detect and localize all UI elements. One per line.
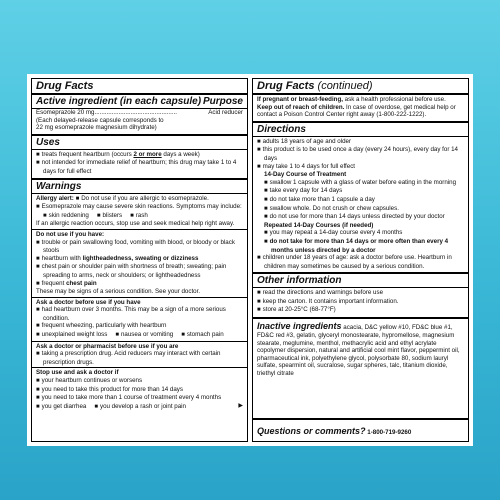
do-not-use-note: These may be signs of a serious condition. See your doctor. (36, 288, 201, 296)
ask-doctor-5: ■ stomach pain (181, 331, 223, 338)
stop-use-heading: Stop use and ask a doctor if (36, 369, 119, 377)
active-ingredient-heading-row (36, 96, 243, 108)
questions-row (257, 421, 464, 439)
other-info-heading: Other information (253, 275, 468, 288)
active-ingredient-heading: Active ingredient (in each capsule) (36, 96, 202, 107)
ask-doctor-1: ■ had heartburn over 3 months. This may be a sign of a more serious condition. (36, 306, 243, 322)
directions-1: ■ adults 18 years of age and older (257, 138, 464, 147)
do-not-use-1: ■ trouble or pain swallowing food, vomiting with blood, or bloody or black stools (36, 239, 243, 255)
allergy-alert-1: ■ Do not use if you are allergic to esomeprazole. (76, 195, 209, 202)
do-not-use-2 (36, 255, 243, 264)
course-3: ■ do not take more than 1 capsule a day (257, 196, 464, 205)
course-2: ■ take every day for 14 days (257, 187, 464, 196)
other-info-1: ■ read the directions and warnings before use (257, 289, 464, 298)
symptom-skin-reddening: ■ skin reddening (43, 212, 89, 219)
course-heading: 14-Day Course of Treatment (264, 171, 347, 179)
allergy-alert-label: Allergy alert: (36, 194, 74, 202)
directions-4: ■ children under 18 years of age: ask a doctor before use. Heartburn in children may sometimes be caused by a serious condition. (257, 254, 464, 270)
questions-heading: Questions or comments? (257, 426, 366, 436)
repeat-1: ■ you may repeat a 14-day course every 4 months (257, 229, 464, 238)
ask-doctor-block (32, 297, 247, 340)
questions-phone: 1-800-719-9260 (365, 429, 412, 436)
repeat-2: ■ do not take for more than 14 days or more often than every 4 months unless directed by a doctor (257, 238, 464, 254)
pregnancy-label: If pregnant or breast-feeding, (257, 96, 343, 103)
purpose-heading: Purpose (202, 96, 243, 107)
active-ingredient-row (32, 108, 247, 117)
ask-pharmacist-1: ■ taking a prescription drug. Acid reducers may interact with certain prescription drugs. (36, 350, 243, 366)
stop-use-row (36, 403, 243, 412)
stop-use-3: ■ you need to take more than 1 course of treatment every 4 months (36, 394, 243, 403)
inactive-ingredients-heading: Inactive ingredients (257, 321, 342, 332)
questions-section (253, 418, 468, 441)
drug-facts-title-right: Drug Facts (257, 80, 315, 92)
stop-use-2: ■ you need to take this product for more than 14 days (36, 386, 243, 395)
other-info-section (253, 272, 468, 317)
drug-facts-continued-label: (continued) (314, 80, 373, 92)
active-ingredient-note-2: 22 mg esomeprazole magnesium dihydrate) (36, 124, 157, 132)
ask-pharmacist-block (32, 341, 247, 367)
directions-2: ■ this product is to be used once a day (every 24 hours), every day for 14 days (257, 146, 464, 162)
ask-doctor-heading: Ask a doctor before use if you have (36, 298, 141, 306)
uses-item-1 (36, 151, 243, 160)
uses-section (32, 134, 247, 178)
active-ingredient-purpose: Acid reducer (208, 109, 243, 116)
drug-facts-continued-title (253, 80, 468, 95)
do-not-use-block (32, 229, 247, 296)
drug-facts-title: Drug Facts (32, 80, 247, 95)
stop-use-1: ■ your heartburn continues or worsens (36, 377, 243, 386)
do-not-use-3: ■ chest pain or shoulder pain with shortness of breath; sweating; pain spreading to arms, neck or shoulders; or lightheadedness (36, 263, 243, 279)
active-ingredient-name: Esomeprazole 20 mg (36, 109, 95, 116)
directions-section (253, 121, 468, 273)
allergy-symptoms (36, 212, 243, 221)
drug-facts-right-column (252, 78, 469, 442)
warnings-heading: Warnings (32, 181, 247, 194)
allergy-alert (36, 195, 243, 204)
uses-item-1-c: days a week) (161, 150, 200, 158)
ask-doctor-2: ■ frequent wheezing, particularly with heartburn (36, 322, 243, 331)
symptom-rash: ■ rash (130, 212, 148, 219)
continue-arrow-icon: ▶ (238, 402, 243, 409)
uses-item-2: ■ not intended for immediate relief of heartburn; this drug may take 1 to 4 days for full effect (36, 159, 243, 175)
drug-facts-right-box (252, 78, 469, 442)
do-not-use-4 (36, 280, 243, 289)
title-section (32, 79, 247, 134)
drug-facts-panel (27, 74, 473, 446)
active-ingredient-note-1: (Each delayed-release capsule corresponds to (36, 116, 164, 124)
ask-doctor-4: ■ nausea or vomiting (115, 331, 173, 338)
ask-doctor-3: ■ unexplained weight loss (36, 331, 107, 338)
ask-doctor-row (36, 331, 243, 340)
course-5: ■ do not use for more than 14 days unless directed by your doctor (257, 213, 464, 222)
drug-facts-left-box (31, 78, 248, 442)
uses-heading: Uses (32, 137, 247, 150)
inactive-ingredients-text: acacia, D&C yellow #10, FD&C blue #1, FD&C red #3, gelatin, glyceryl monostearate, hypromellose, magnesium stearate, meglumine, menthol, methacrylic acid and ethyl acrylate copolymer dispersion, natural and artificial cool mint flavor, peppermint oil, pharmaceutical ink, polyethylene glycol, polysorbate 80, sodium lauryl sulfate, spearmint oil, sucralose, sugar spheres, talc, titanium dioxide, triethyl citrate (257, 324, 460, 378)
other-info-2: ■ keep the carton. It contains important information. (257, 298, 464, 307)
ask-pharmacist-heading: Ask a doctor or pharmacist before use if you are (36, 342, 179, 350)
warnings-section (32, 178, 247, 441)
drug-facts-left-column (31, 78, 248, 442)
reach-text: In case of overdose, get medical help or contact a Poison Control Center right away (1-800-222-1222). (257, 103, 456, 119)
do-not-use-heading: Do not use if you have: (36, 230, 105, 238)
stop-use-block (32, 367, 247, 411)
continued-section (253, 79, 468, 121)
stop-use-5: ■ you develop a rash or joint pain (94, 403, 186, 410)
allergy-alert-2: ■ Esomeprazole may cause severe skin reactions. Symptoms may include: (36, 203, 243, 212)
allergy-alert-3: If an allergic reaction occurs, stop use and seek medical help right away. (36, 220, 235, 228)
leader-dots: ................................................ (94, 109, 177, 116)
course-4: ■ swallow whole. Do not crush or chew capsules. (257, 205, 464, 214)
symptom-blisters: ■ blisters (97, 212, 122, 219)
do-not-use-2-a: heartburn with (41, 254, 83, 262)
uses-item-1-a: treats frequent heartburn (occurs (41, 150, 134, 158)
reach-warning (257, 104, 464, 119)
reach-label: Keep out of reach of children. (257, 103, 345, 111)
pregnancy-text: ask a health professional before use. (342, 96, 446, 103)
inactive-ingredients-section (253, 317, 468, 418)
do-not-use-4-b: chest pain (66, 279, 97, 287)
directions-3: ■ may take 1 to 4 days for full effect (257, 163, 464, 172)
do-not-use-2-b: lightheadedness, sweating or dizziness (82, 254, 199, 262)
directions-heading: Directions (253, 124, 468, 137)
do-not-use-4-a: frequent (41, 279, 67, 287)
repeat-heading: Repeated 14-Day Courses (if needed) (264, 221, 374, 229)
inactive-ingredients (257, 320, 464, 378)
uses-item-1-b: 2 or more (133, 150, 162, 158)
stop-use-4: ■ you get diarrhea (36, 403, 86, 410)
course-1: ■ swallow 1 capsule with a glass of water before eating in the morning (257, 179, 464, 188)
other-info-3: ■ store at 20-25°C (68-77°F) (257, 306, 464, 315)
pregnancy-warning (257, 96, 464, 104)
